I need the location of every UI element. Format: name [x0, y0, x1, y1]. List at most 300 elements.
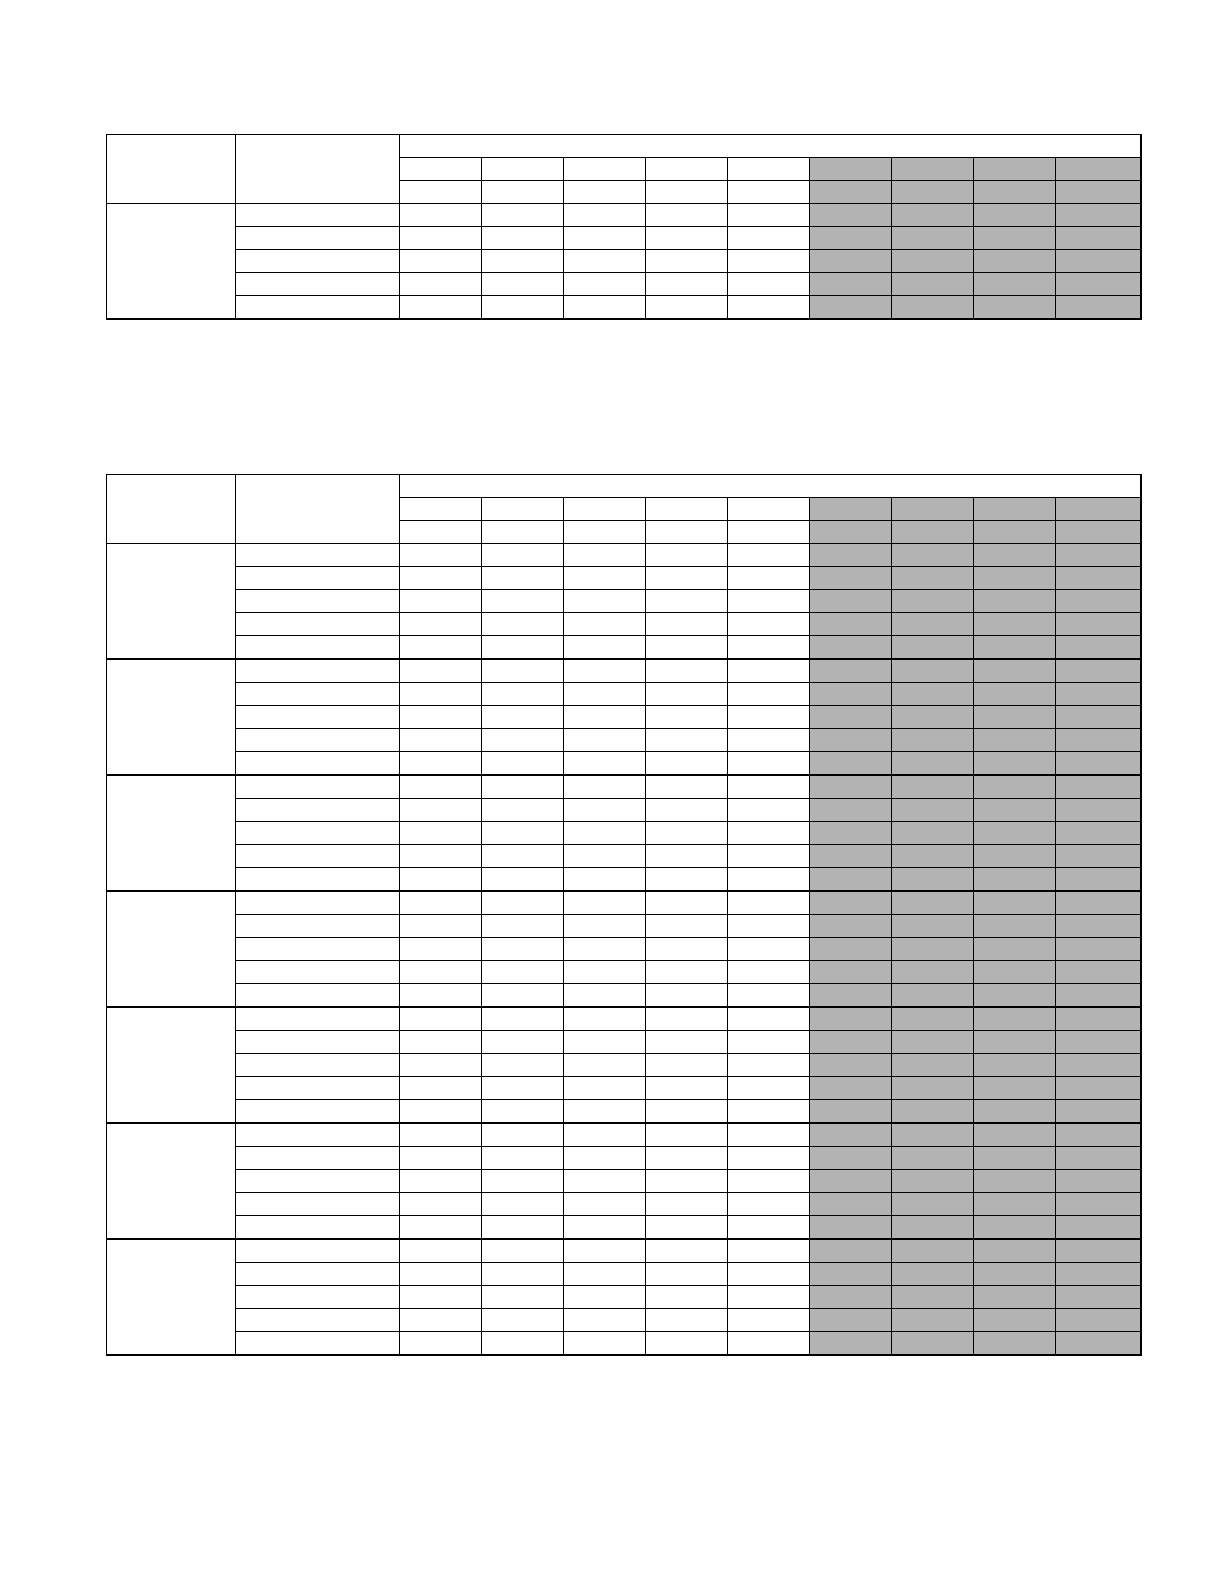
shaded-data-cell[interactable] [1056, 938, 1141, 961]
shaded-header-cell[interactable] [1056, 498, 1141, 521]
data-cell[interactable] [646, 636, 728, 660]
shaded-header-cell[interactable] [810, 521, 892, 544]
shaded-data-cell[interactable] [892, 868, 974, 892]
shaded-data-cell[interactable] [892, 1170, 974, 1193]
data-cell[interactable] [728, 1077, 810, 1100]
shaded-data-cell[interactable] [1056, 799, 1141, 822]
row-label-cell[interactable] [236, 822, 400, 845]
shaded-data-cell[interactable] [1056, 683, 1141, 706]
data-cell[interactable] [646, 1100, 728, 1124]
data-cell[interactable] [400, 1170, 482, 1193]
shaded-data-cell[interactable] [974, 706, 1056, 729]
shaded-data-cell[interactable] [892, 1193, 974, 1216]
data-cell[interactable] [728, 590, 810, 613]
header-cell[interactable] [400, 181, 482, 204]
row-group-cell[interactable] [107, 544, 236, 660]
data-cell[interactable] [728, 227, 810, 250]
shaded-data-cell[interactable] [974, 822, 1056, 845]
data-cell[interactable] [400, 204, 482, 227]
header-cell-row-label[interactable] [236, 135, 400, 204]
row-label-cell[interactable] [236, 1216, 400, 1240]
shaded-data-cell[interactable] [892, 729, 974, 752]
shaded-data-cell[interactable] [1056, 752, 1141, 776]
shaded-data-cell[interactable] [892, 1309, 974, 1332]
data-cell[interactable] [564, 590, 646, 613]
shaded-data-cell[interactable] [810, 938, 892, 961]
row-label-cell[interactable] [236, 1193, 400, 1216]
data-cell[interactable] [728, 1170, 810, 1193]
data-cell[interactable] [564, 845, 646, 868]
shaded-data-cell[interactable] [1056, 822, 1141, 845]
shaded-data-cell[interactable] [1056, 1263, 1141, 1286]
shaded-data-cell[interactable] [1056, 1286, 1141, 1309]
row-label-cell[interactable] [236, 683, 400, 706]
data-cell[interactable] [646, 1239, 728, 1263]
row-label-cell[interactable] [236, 1123, 400, 1147]
shaded-data-cell[interactable] [892, 1031, 974, 1054]
data-cell[interactable] [482, 227, 564, 250]
shaded-data-cell[interactable] [892, 613, 974, 636]
data-cell[interactable] [728, 1147, 810, 1170]
header-cell[interactable] [482, 181, 564, 204]
shaded-data-cell[interactable] [892, 961, 974, 984]
shaded-data-cell[interactable] [974, 775, 1056, 799]
shaded-data-cell[interactable] [810, 868, 892, 892]
data-cell[interactable] [400, 891, 482, 915]
shaded-data-cell[interactable] [974, 868, 1056, 892]
data-cell[interactable] [728, 799, 810, 822]
data-cell[interactable] [482, 822, 564, 845]
data-cell[interactable] [400, 273, 482, 296]
row-label-cell[interactable] [236, 984, 400, 1008]
row-label-cell[interactable] [236, 613, 400, 636]
data-cell[interactable] [646, 752, 728, 776]
header-cell[interactable] [646, 158, 728, 181]
data-cell[interactable] [564, 1309, 646, 1332]
data-cell[interactable] [564, 938, 646, 961]
data-cell[interactable] [400, 938, 482, 961]
shaded-data-cell[interactable] [810, 544, 892, 567]
row-label-cell[interactable] [236, 273, 400, 296]
shaded-header-cell[interactable] [1056, 158, 1141, 181]
data-cell[interactable] [646, 1332, 728, 1356]
data-cell[interactable] [646, 273, 728, 296]
data-cell[interactable] [646, 938, 728, 961]
shaded-data-cell[interactable] [974, 227, 1056, 250]
shaded-data-cell[interactable] [974, 250, 1056, 273]
shaded-data-cell[interactable] [810, 706, 892, 729]
header-cell[interactable] [482, 498, 564, 521]
shaded-data-cell[interactable] [974, 1216, 1056, 1240]
data-cell[interactable] [564, 915, 646, 938]
header-cell[interactable] [564, 181, 646, 204]
row-label-cell[interactable] [236, 799, 400, 822]
row-label-cell[interactable] [236, 752, 400, 776]
shaded-data-cell[interactable] [892, 799, 974, 822]
data-cell[interactable] [646, 1077, 728, 1100]
row-group-cell[interactable] [107, 659, 236, 775]
shaded-data-cell[interactable] [892, 845, 974, 868]
shaded-header-cell[interactable] [810, 498, 892, 521]
shaded-data-cell[interactable] [1056, 1193, 1141, 1216]
shaded-data-cell[interactable] [1056, 1147, 1141, 1170]
data-cell[interactable] [482, 891, 564, 915]
header-cell[interactable] [646, 498, 728, 521]
row-label-cell[interactable] [236, 1100, 400, 1124]
shaded-data-cell[interactable] [892, 706, 974, 729]
shaded-data-cell[interactable] [974, 1170, 1056, 1193]
data-cell[interactable] [400, 590, 482, 613]
data-cell[interactable] [646, 1193, 728, 1216]
shaded-data-cell[interactable] [1056, 204, 1141, 227]
row-label-cell[interactable] [236, 296, 400, 320]
shaded-data-cell[interactable] [974, 1147, 1056, 1170]
data-cell[interactable] [400, 1286, 482, 1309]
data-cell[interactable] [482, 636, 564, 660]
shaded-data-cell[interactable] [810, 1332, 892, 1356]
data-cell[interactable] [646, 891, 728, 915]
shaded-data-cell[interactable] [810, 613, 892, 636]
row-label-cell[interactable] [236, 1054, 400, 1077]
shaded-data-cell[interactable] [974, 1054, 1056, 1077]
row-group-cell[interactable] [107, 891, 236, 1007]
row-label-cell[interactable] [236, 544, 400, 567]
shaded-data-cell[interactable] [892, 938, 974, 961]
shaded-data-cell[interactable] [974, 915, 1056, 938]
data-cell[interactable] [400, 1031, 482, 1054]
header-cell-group[interactable] [107, 135, 236, 204]
shaded-data-cell[interactable] [974, 296, 1056, 320]
data-cell[interactable] [646, 775, 728, 799]
shaded-data-cell[interactable] [892, 1239, 974, 1263]
data-cell[interactable] [400, 1007, 482, 1031]
data-cell[interactable] [564, 1263, 646, 1286]
shaded-data-cell[interactable] [1056, 250, 1141, 273]
shaded-data-cell[interactable] [810, 1309, 892, 1332]
shaded-data-cell[interactable] [892, 822, 974, 845]
shaded-data-cell[interactable] [892, 915, 974, 938]
header-cell[interactable] [646, 521, 728, 544]
shaded-data-cell[interactable] [974, 1332, 1056, 1356]
header-cell[interactable] [400, 498, 482, 521]
shaded-header-cell[interactable] [892, 521, 974, 544]
data-cell[interactable] [400, 1077, 482, 1100]
shaded-data-cell[interactable] [810, 1007, 892, 1031]
shaded-data-cell[interactable] [892, 683, 974, 706]
row-label-cell[interactable] [236, 845, 400, 868]
header-cell[interactable] [564, 498, 646, 521]
data-cell[interactable] [400, 1123, 482, 1147]
data-cell[interactable] [564, 1216, 646, 1240]
data-cell[interactable] [400, 544, 482, 567]
data-cell[interactable] [646, 1170, 728, 1193]
header-cell-group[interactable] [107, 475, 236, 544]
data-cell[interactable] [564, 891, 646, 915]
data-cell[interactable] [646, 915, 728, 938]
shaded-data-cell[interactable] [892, 984, 974, 1008]
data-cell[interactable] [646, 613, 728, 636]
data-cell[interactable] [482, 1077, 564, 1100]
shaded-header-cell[interactable] [1056, 181, 1141, 204]
row-label-cell[interactable] [236, 227, 400, 250]
shaded-header-cell[interactable] [1056, 521, 1141, 544]
data-cell[interactable] [728, 822, 810, 845]
shaded-data-cell[interactable] [810, 659, 892, 683]
data-cell[interactable] [482, 961, 564, 984]
data-cell[interactable] [482, 296, 564, 320]
data-cell[interactable] [564, 636, 646, 660]
data-cell[interactable] [728, 659, 810, 683]
data-cell[interactable] [728, 1031, 810, 1054]
shaded-data-cell[interactable] [1056, 961, 1141, 984]
data-cell[interactable] [400, 1332, 482, 1356]
data-cell[interactable] [400, 1309, 482, 1332]
shaded-data-cell[interactable] [1056, 1309, 1141, 1332]
shaded-data-cell[interactable] [892, 1007, 974, 1031]
data-cell[interactable] [400, 868, 482, 892]
data-cell[interactable] [728, 1332, 810, 1356]
row-label-cell[interactable] [236, 659, 400, 683]
header-cell[interactable] [400, 158, 482, 181]
header-cell[interactable] [400, 521, 482, 544]
data-cell[interactable] [564, 1123, 646, 1147]
shaded-data-cell[interactable] [810, 752, 892, 776]
data-cell[interactable] [482, 1216, 564, 1240]
data-cell[interactable] [482, 915, 564, 938]
data-cell[interactable] [564, 1147, 646, 1170]
data-cell[interactable] [646, 204, 728, 227]
row-label-cell[interactable] [236, 891, 400, 915]
data-cell[interactable] [646, 706, 728, 729]
row-label-cell[interactable] [236, 567, 400, 590]
data-cell[interactable] [400, 296, 482, 320]
data-cell[interactable] [646, 822, 728, 845]
data-cell[interactable] [400, 822, 482, 845]
shaded-data-cell[interactable] [974, 961, 1056, 984]
data-cell[interactable] [400, 729, 482, 752]
shaded-data-cell[interactable] [1056, 915, 1141, 938]
data-cell[interactable] [728, 1193, 810, 1216]
shaded-data-cell[interactable] [892, 590, 974, 613]
data-cell[interactable] [482, 984, 564, 1008]
row-label-cell[interactable] [236, 1286, 400, 1309]
data-cell[interactable] [646, 729, 728, 752]
data-cell[interactable] [564, 1286, 646, 1309]
data-cell[interactable] [564, 1077, 646, 1100]
data-cell[interactable] [646, 250, 728, 273]
shaded-data-cell[interactable] [892, 1077, 974, 1100]
shaded-data-cell[interactable] [810, 1123, 892, 1147]
shaded-data-cell[interactable] [1056, 868, 1141, 892]
data-cell[interactable] [482, 706, 564, 729]
data-cell[interactable] [564, 659, 646, 683]
data-cell[interactable] [646, 1263, 728, 1286]
row-label-cell[interactable] [236, 1263, 400, 1286]
data-cell[interactable] [646, 659, 728, 683]
shaded-data-cell[interactable] [810, 296, 892, 320]
data-cell[interactable] [646, 984, 728, 1008]
data-cell[interactable] [482, 590, 564, 613]
data-cell[interactable] [482, 613, 564, 636]
data-cell[interactable] [646, 868, 728, 892]
data-cell[interactable] [482, 1147, 564, 1170]
shaded-data-cell[interactable] [974, 984, 1056, 1008]
data-cell[interactable] [564, 775, 646, 799]
data-cell[interactable] [646, 1123, 728, 1147]
shaded-data-cell[interactable] [810, 891, 892, 915]
shaded-data-cell[interactable] [974, 683, 1056, 706]
header-cell-spanning[interactable] [400, 135, 1141, 158]
data-cell[interactable] [482, 567, 564, 590]
shaded-data-cell[interactable] [974, 752, 1056, 776]
data-cell[interactable] [400, 1147, 482, 1170]
shaded-data-cell[interactable] [810, 1239, 892, 1263]
shaded-data-cell[interactable] [810, 1263, 892, 1286]
data-cell[interactable] [564, 1170, 646, 1193]
shaded-data-cell[interactable] [974, 938, 1056, 961]
shaded-data-cell[interactable] [1056, 706, 1141, 729]
row-label-cell[interactable] [236, 729, 400, 752]
shaded-data-cell[interactable] [974, 636, 1056, 660]
data-cell[interactable] [728, 1263, 810, 1286]
data-cell[interactable] [482, 204, 564, 227]
data-cell[interactable] [400, 984, 482, 1008]
data-cell[interactable] [728, 250, 810, 273]
data-cell[interactable] [482, 1263, 564, 1286]
data-cell[interactable] [564, 868, 646, 892]
data-cell[interactable] [400, 1193, 482, 1216]
data-cell[interactable] [728, 613, 810, 636]
shaded-header-cell[interactable] [974, 181, 1056, 204]
data-cell[interactable] [646, 1031, 728, 1054]
shaded-data-cell[interactable] [810, 961, 892, 984]
shaded-data-cell[interactable] [1056, 273, 1141, 296]
data-cell[interactable] [728, 961, 810, 984]
data-cell[interactable] [482, 544, 564, 567]
shaded-data-cell[interactable] [810, 567, 892, 590]
shaded-data-cell[interactable] [1056, 729, 1141, 752]
shaded-data-cell[interactable] [1056, 636, 1141, 660]
data-cell[interactable] [646, 296, 728, 320]
shaded-data-cell[interactable] [892, 204, 974, 227]
shaded-data-cell[interactable] [810, 1100, 892, 1124]
data-cell[interactable] [564, 822, 646, 845]
data-cell[interactable] [400, 227, 482, 250]
shaded-data-cell[interactable] [810, 636, 892, 660]
shaded-data-cell[interactable] [974, 1309, 1056, 1332]
data-cell[interactable] [482, 1007, 564, 1031]
data-cell[interactable] [728, 706, 810, 729]
data-cell[interactable] [564, 1332, 646, 1356]
data-cell[interactable] [482, 659, 564, 683]
shaded-data-cell[interactable] [810, 729, 892, 752]
shaded-data-cell[interactable] [1056, 845, 1141, 868]
data-cell[interactable] [564, 984, 646, 1008]
shaded-data-cell[interactable] [892, 296, 974, 320]
data-cell[interactable] [400, 567, 482, 590]
data-cell[interactable] [564, 729, 646, 752]
shaded-data-cell[interactable] [810, 273, 892, 296]
data-cell[interactable] [482, 729, 564, 752]
shaded-data-cell[interactable] [892, 1263, 974, 1286]
data-cell[interactable] [646, 1007, 728, 1031]
data-cell[interactable] [564, 706, 646, 729]
row-label-cell[interactable] [236, 961, 400, 984]
shaded-data-cell[interactable] [1056, 1077, 1141, 1100]
shaded-data-cell[interactable] [810, 204, 892, 227]
data-cell[interactable] [646, 227, 728, 250]
data-cell[interactable] [728, 891, 810, 915]
shaded-data-cell[interactable] [1056, 1054, 1141, 1077]
data-cell[interactable] [564, 961, 646, 984]
data-cell[interactable] [728, 868, 810, 892]
row-label-cell[interactable] [236, 1077, 400, 1100]
row-label-cell[interactable] [236, 590, 400, 613]
data-cell[interactable] [564, 544, 646, 567]
data-cell[interactable] [482, 1309, 564, 1332]
data-cell[interactable] [728, 938, 810, 961]
data-cell[interactable] [728, 1054, 810, 1077]
data-cell[interactable] [482, 845, 564, 868]
data-cell[interactable] [482, 1100, 564, 1124]
shaded-data-cell[interactable] [1056, 775, 1141, 799]
data-cell[interactable] [728, 1309, 810, 1332]
data-cell[interactable] [482, 1170, 564, 1193]
shaded-data-cell[interactable] [892, 636, 974, 660]
shaded-data-cell[interactable] [810, 250, 892, 273]
row-group-cell[interactable] [107, 775, 236, 891]
data-cell[interactable] [482, 775, 564, 799]
row-group-cell[interactable] [107, 1007, 236, 1123]
data-cell[interactable] [728, 845, 810, 868]
shaded-data-cell[interactable] [892, 1123, 974, 1147]
shaded-data-cell[interactable] [1056, 1332, 1141, 1356]
row-label-cell[interactable] [236, 775, 400, 799]
shaded-data-cell[interactable] [1056, 590, 1141, 613]
shaded-data-cell[interactable] [974, 1100, 1056, 1124]
shaded-data-cell[interactable] [974, 1123, 1056, 1147]
data-cell[interactable] [728, 915, 810, 938]
shaded-data-cell[interactable] [892, 891, 974, 915]
row-label-cell[interactable] [236, 1007, 400, 1031]
shaded-data-cell[interactable] [892, 659, 974, 683]
header-cell[interactable] [728, 498, 810, 521]
data-cell[interactable] [482, 1031, 564, 1054]
shaded-data-cell[interactable] [974, 845, 1056, 868]
shaded-data-cell[interactable] [892, 752, 974, 776]
data-cell[interactable] [482, 1286, 564, 1309]
data-cell[interactable] [400, 636, 482, 660]
data-cell[interactable] [728, 296, 810, 320]
data-cell[interactable] [646, 799, 728, 822]
shaded-data-cell[interactable] [974, 1077, 1056, 1100]
data-cell[interactable] [646, 590, 728, 613]
shaded-header-cell[interactable] [810, 181, 892, 204]
data-cell[interactable] [564, 613, 646, 636]
data-cell[interactable] [482, 799, 564, 822]
shaded-data-cell[interactable] [1056, 544, 1141, 567]
data-cell[interactable] [400, 1100, 482, 1124]
data-cell[interactable] [646, 961, 728, 984]
data-cell[interactable] [482, 1054, 564, 1077]
data-cell[interactable] [728, 775, 810, 799]
header-cell-spanning[interactable] [400, 475, 1141, 498]
shaded-data-cell[interactable] [892, 1147, 974, 1170]
data-cell[interactable] [482, 1239, 564, 1263]
data-cell[interactable] [728, 729, 810, 752]
data-cell[interactable] [400, 915, 482, 938]
shaded-data-cell[interactable] [974, 729, 1056, 752]
